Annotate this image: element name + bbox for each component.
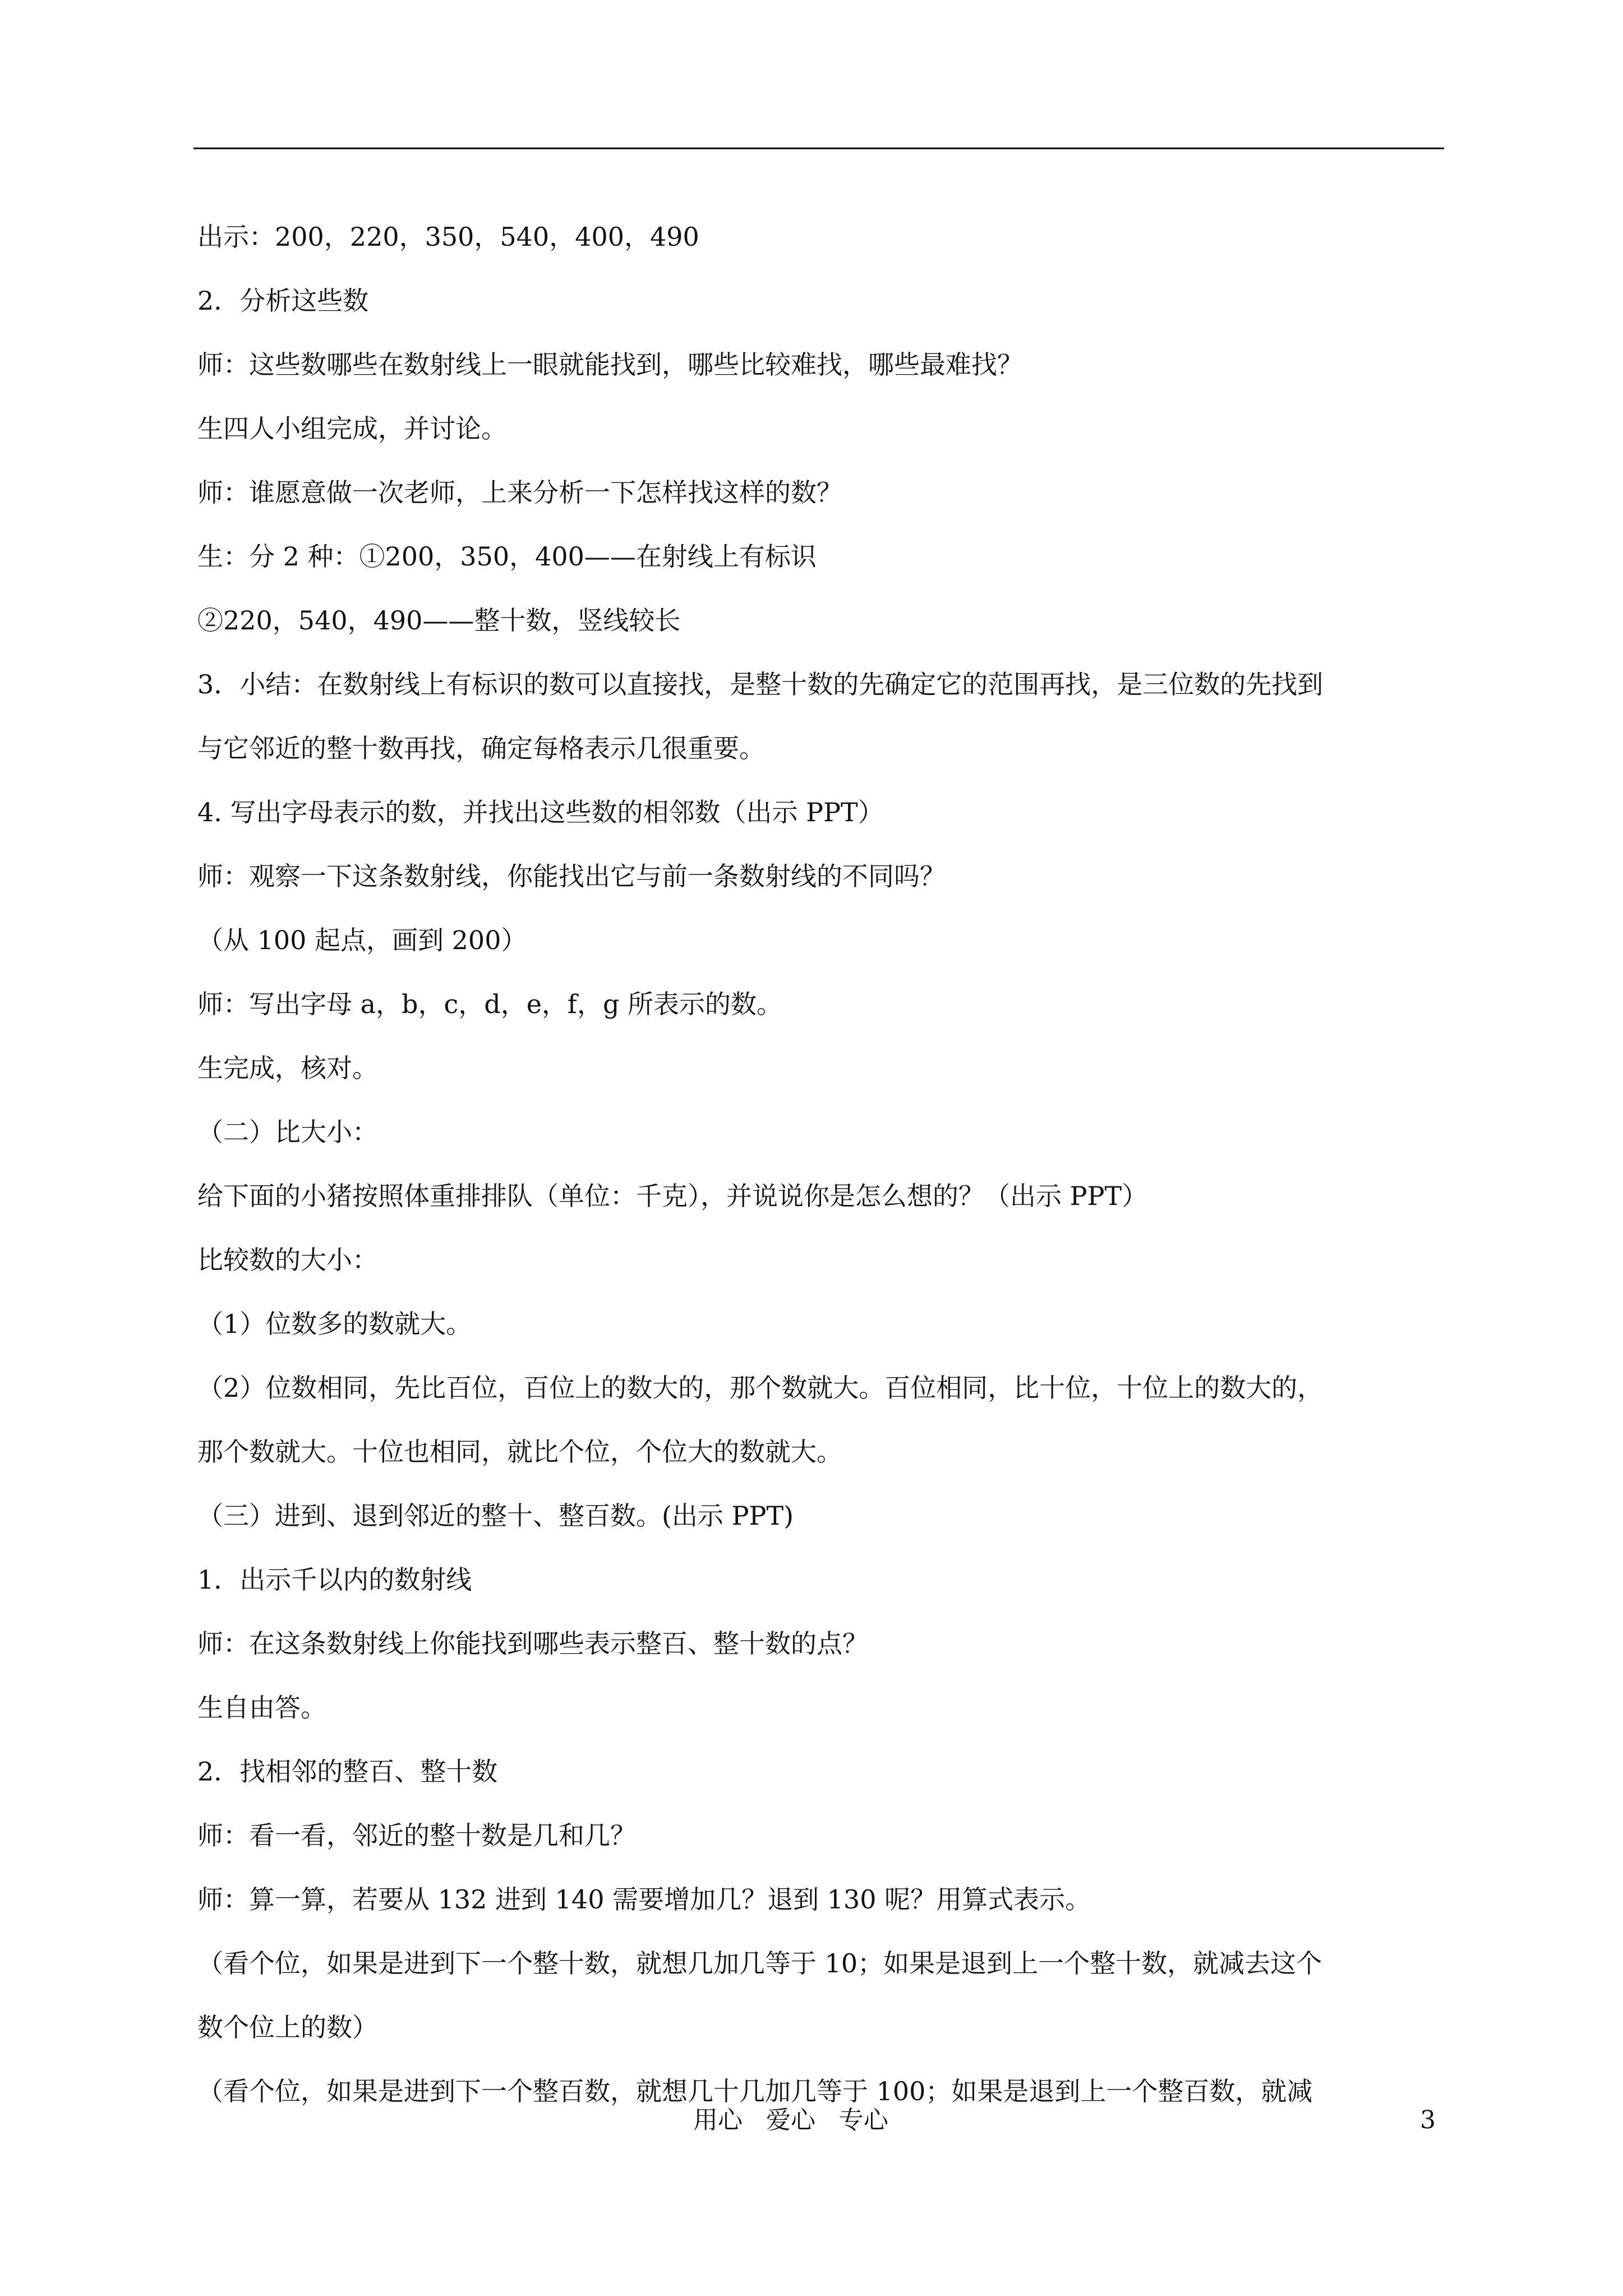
text-line: （1）位数多的数就大。 — [197, 1309, 472, 1339]
page-number: 3 — [1420, 2106, 1436, 2134]
document-body — [197, 205, 1445, 2123]
text-line: 师：看一看，邻近的整十数是几和几？ — [197, 1820, 636, 1851]
text-line: （二）比大小： — [197, 1117, 378, 1147]
text-line: 4. 写出字母表示的数，并找出这些数的相邻数（出示 PPT） — [197, 797, 884, 827]
text-line: 生：分 2 种：①200，350，400——在射线上有标识 — [197, 541, 817, 572]
text-line: （三）进到、退到邻近的整十、整百数。(出示 PPT) — [197, 1501, 794, 1531]
text-line: 与它邻近的整十数再找，确定每格表示几很重要。 — [197, 733, 765, 763]
text-line: 比较数的大小： — [197, 1245, 378, 1275]
text-line: ②220，540，490——整十数，竖线较长 — [197, 605, 681, 636]
text-line: 数个位上的数） — [197, 2012, 378, 2042]
text-line: 给下面的小猪按照体重排排队（单位：千克），并说说你是怎么想的？（出示 PPT） — [197, 1181, 1148, 1211]
text-line: （看个位，如果是进到下一个整十数，就想几加几等于 10；如果是退到上一个整十数，就减去这个 — [197, 1948, 1322, 1978]
header-rule — [193, 148, 1444, 149]
text-line: （看个位，如果是进到下一个整百数，就想几十几加几等于 100；如果是退到上一个整百数，就减 — [197, 2076, 1313, 2106]
text-line: 3．小结：在数射线上有标识的数可以直接找，是整十数的先确定它的范围再找，是三位数的先找到 — [197, 669, 1324, 700]
text-line: 师：谁愿意做一次老师，上来分析一下怎样找这样的数？ — [197, 477, 842, 508]
text-line: 生自由答。 — [197, 1692, 326, 1723]
text-line: 师：这些数哪些在数射线上一眼就能找到，哪些比较难找，哪些最难找？ — [197, 349, 1023, 380]
text-line: 生完成，核对。 — [197, 1053, 378, 1083]
text-line: 师：算一算，若要从 132 进到 140 需要增加几？退到 130 呢？用算式表示。 — [197, 1884, 1091, 1915]
text-line: 生四人小组完成，并讨论。 — [197, 413, 507, 444]
text-line: 师：写出字母 a，b，c，d，e，f，g 所表示的数。 — [197, 989, 783, 1019]
text-line: 2．找相邻的整百、整十数 — [197, 1756, 498, 1787]
text-line: 2．分析这些数 — [197, 286, 369, 316]
text-line: 1．出示千以内的数射线 — [197, 1565, 472, 1595]
footer-motto: 用心 爱心 专心 — [693, 2106, 888, 2134]
page-footer — [0, 2101, 1623, 2140]
text-line: 出示：200，220，350，540，400，490 — [197, 222, 699, 252]
text-line: 师：观察一下这条数射线，你能找出它与前一条数射线的不同吗？ — [197, 861, 946, 891]
text-line: （2）位数相同，先比百位，百位上的数大的，那个数就大。百位相同，比十位，十位上的数大的， — [197, 1373, 1324, 1403]
text-line: 师：在这条数射线上你能找到哪些表示整百、整十数的点？ — [197, 1628, 868, 1659]
text-line: （从 100 起点，画到 200） — [197, 925, 527, 955]
text-line: 那个数就大。十位也相同，就比个位，个位大的数就大。 — [197, 1437, 842, 1467]
